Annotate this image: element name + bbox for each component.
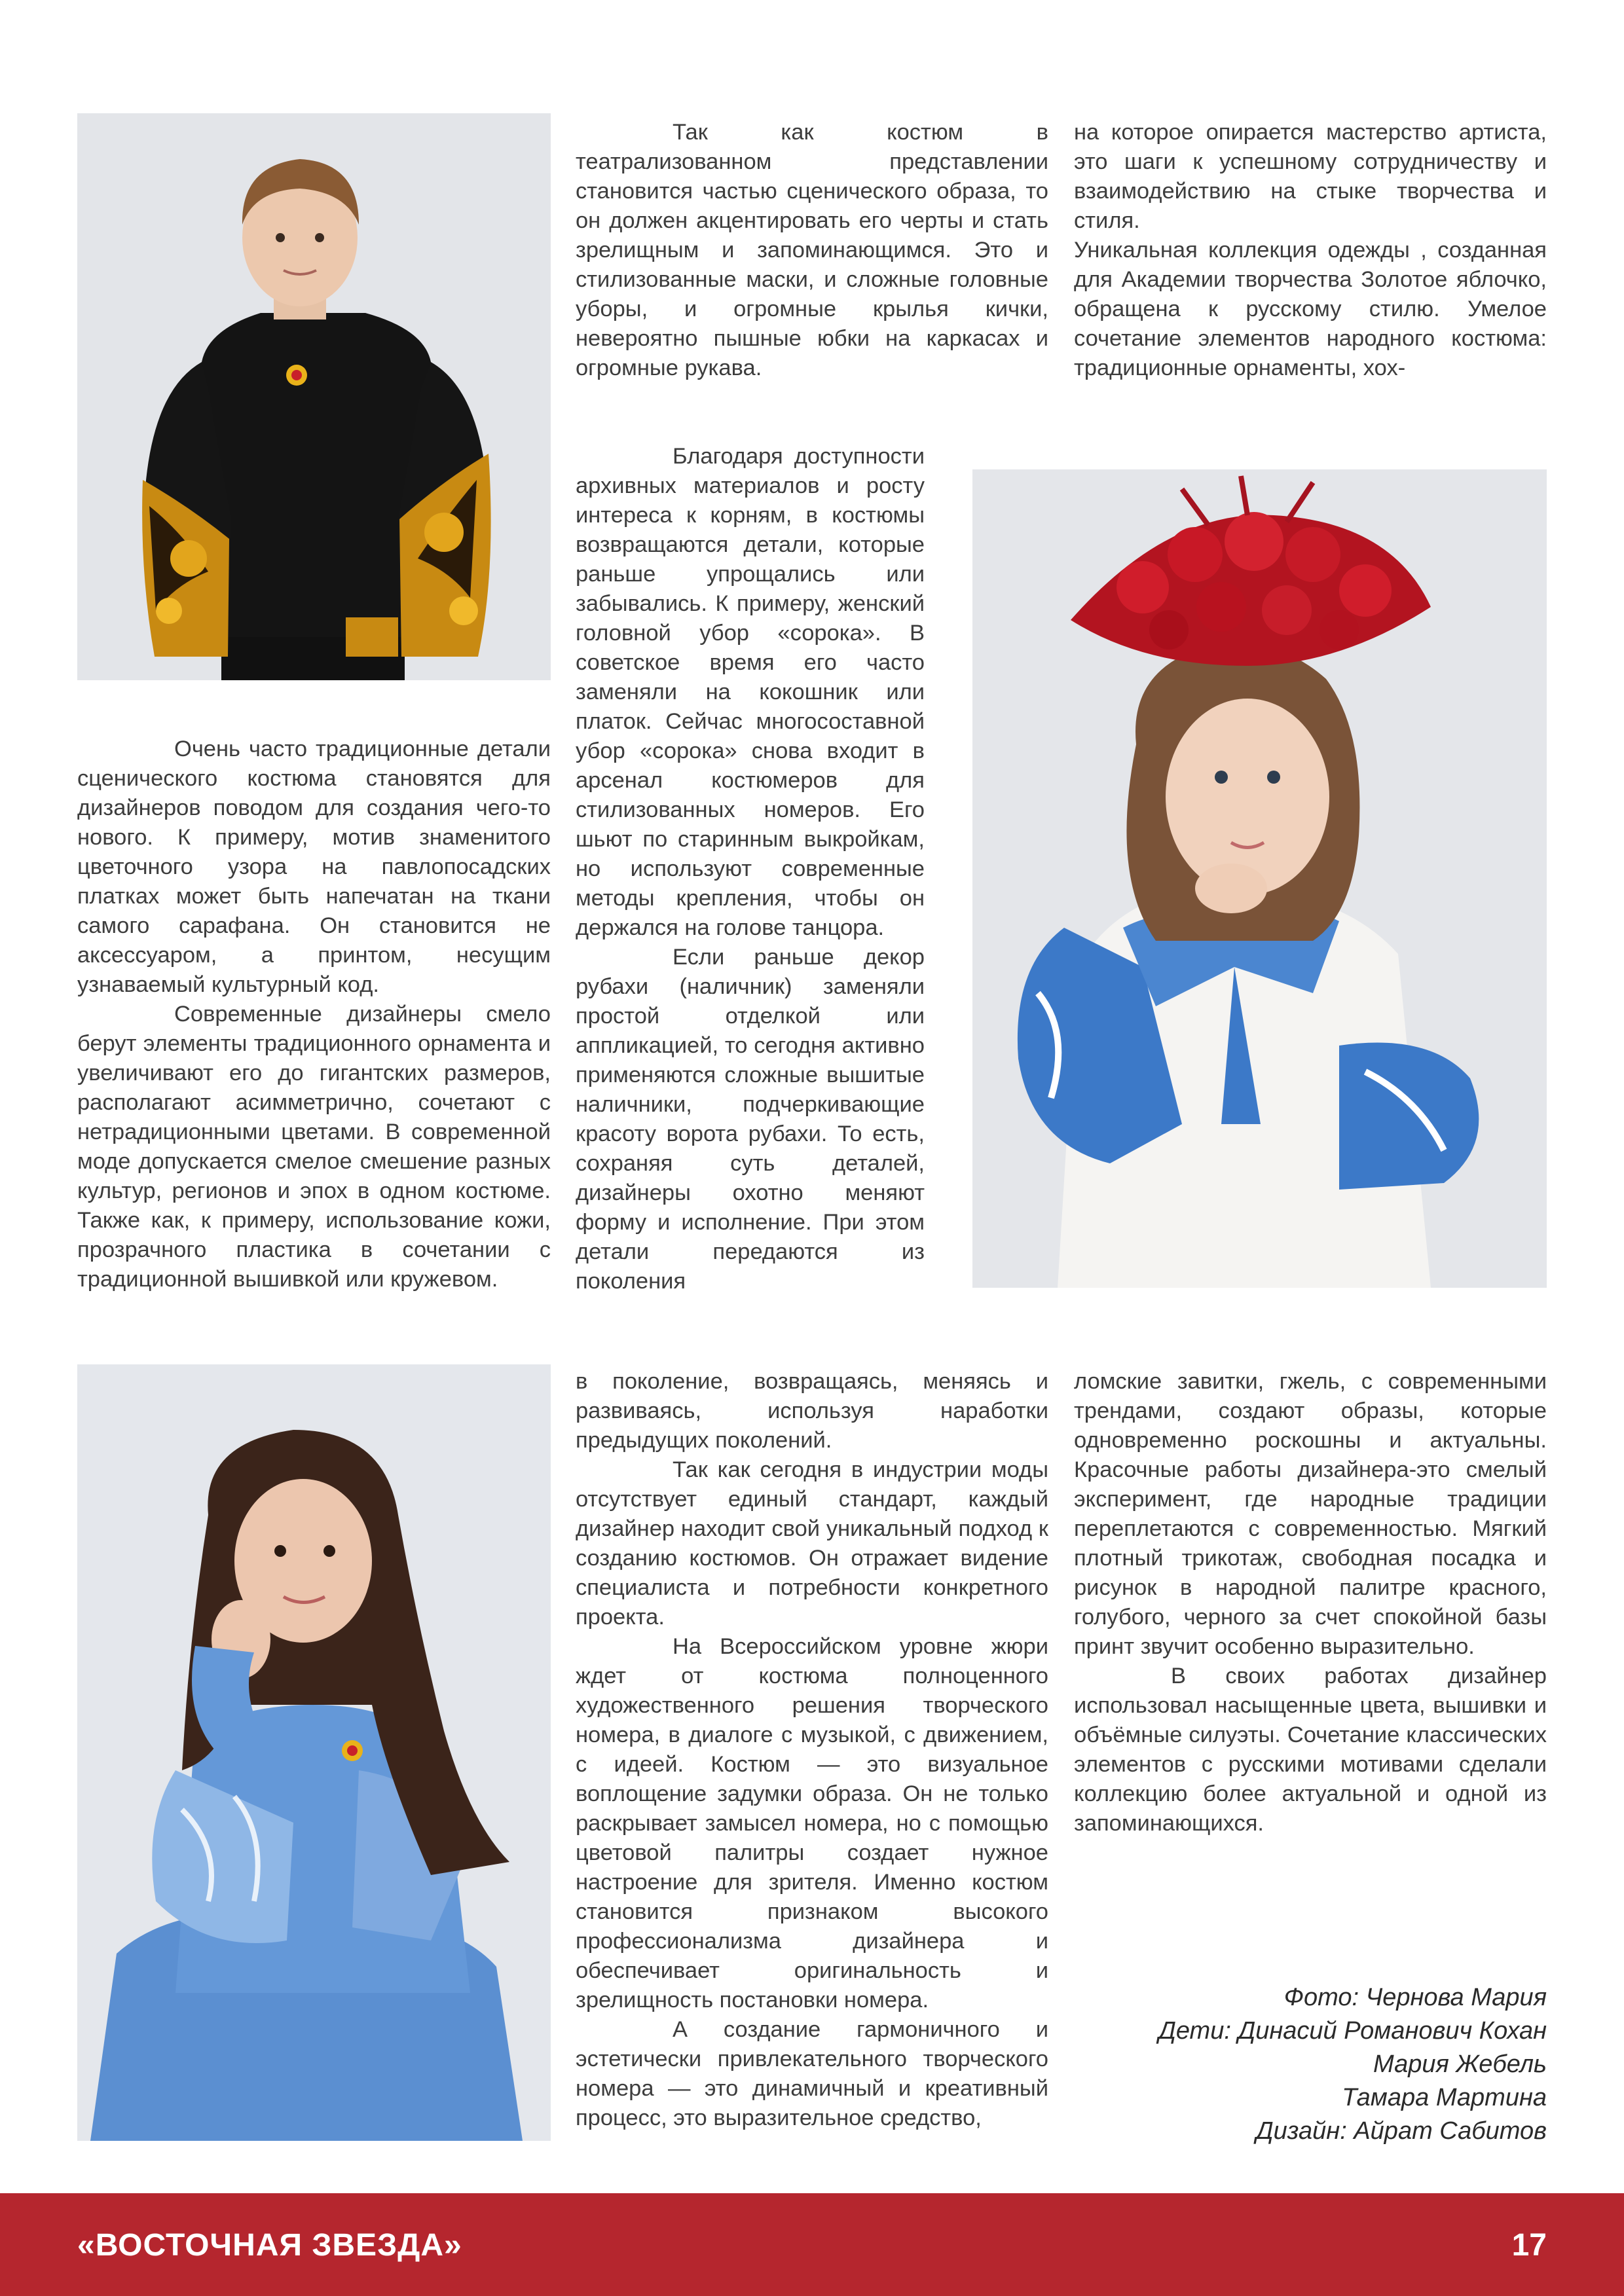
credit-kids: Дети: Динасий Романович Кохан bbox=[1158, 2017, 1547, 2045]
paragraph: На Всероссийском уровне жюри ждет от костюма полноценного художественного решения творческого номера, в диалоге с музыкой, с движением, с идеей. Костюм — это визуальное воплощение задумки образа. Он не только раскрывает замысел номера, но с помощью цветовой палитры создает нужное настроение для зрителя. Именно костюм становится признаком высокого профессионализма дизайнера и обеспечивает оригинальность и зрелищность постановки номера. bbox=[576, 1634, 1048, 2013]
paragraph: Так как костюм в театрализованном представлении становится частью сценического образа, то он должен акцентировать его черты и стать зрелищным и запоминающимся. Это и стилизованные маски, и сложные головные уборы, и огромные крылья кички, невероятно пышные юбки на каркасах и огромные рукава. bbox=[576, 120, 1048, 380]
paragraph: Так как сегодня в индустрии моды отсутствует единый стандарт, каждый дизайнер находит свой уникальный подход к созданию костюмов. Он отражает видение специалиста и потребности конкретного проекта. bbox=[576, 1457, 1048, 1630]
paragraph: Уникальная коллекция одежды , созданная для Академии творчества Золотое яблочко, обращена к русскому стилю. Умелое сочетание элементов народного костюма: традиционные орнаменты, хох- bbox=[1074, 238, 1547, 380]
paragraph: Если раньше декор рубахи (наличник) заменяли простой отделкой или аппликацией, то сегодня активно применяются сложные вышитые наличники, подчеркивающие красоту ворота рубахи. То есть, сохраняя суть деталей, дизайнеры охотно меняют форму и исполнение. При этом детали передаются из поколения bbox=[576, 945, 925, 1294]
photo-boy-khokhloma bbox=[77, 113, 551, 680]
column-top-middle bbox=[576, 118, 1048, 383]
column-top-right bbox=[1074, 118, 1547, 383]
paragraph: ломские завитки, гжель, с современными трендами, создают образы, которые одновременно роскошны и актуальны. Красочные работы дизайнера-это смелый эксперимент, где народные традиции переплетаются с современностью. Мягкий плотный трикотаж, свободная посадка и рисунок в народной палитре красного, голубого, черного за счет спокойной базы принт звучит особенно выразительно. bbox=[1074, 1369, 1547, 1659]
paragraph: на которое опирается мастерство артиста, это шаги к успешному сотрудничеству и взаимодействию на стыке творчества и стиля. bbox=[1074, 120, 1547, 233]
credit-kid: Мария Жебель bbox=[1373, 2050, 1547, 2078]
photo-girl-blue-tracksuit bbox=[77, 1364, 551, 2141]
column-bottom-middle bbox=[576, 1367, 1048, 2133]
credit-kid: Тамара Мартина bbox=[1342, 2084, 1547, 2111]
paragraph: В своих работах дизайнер использовал насыщенные цвета, вышивки и объёмные силуэты. Сочетание классических элементов с русскими мотивами сделали коллекцию более актуальной и одной из запоминающихся. bbox=[1074, 1664, 1547, 1836]
column-middle-left bbox=[77, 735, 551, 1294]
photo-girl-red-headdress bbox=[972, 469, 1547, 1288]
credit-photo: Фото: Чернова Мария bbox=[1283, 1984, 1547, 2011]
paragraph: А создание гармоничного и эстетически привлекательного творческого номера — это динамичный и креативный процесс, это выразительное средство, bbox=[576, 2017, 1048, 2130]
paragraph: Очень часто традиционные детали сценического костюма становятся для дизайнеров поводом для создания чего-то нового. К примеру, мотив знаменитого цветочного узора на павлопосадских платках может быть напечатан на ткани самого сарафана. Он становится не аксессуаром, а принтом, несущим узнаваемый культурный код. bbox=[77, 737, 551, 997]
paragraph: Современные дизайнеры смело берут элементы традиционного орнамента и увеличивают его до гигантских размеров, располагают асимметрично, сочетают с нетрадиционными цветами. В современной моде допускается смелое смешение разных культур, регионов и эпох в одном костюме. Также как, к примеру, использование кожи, прозрачного пластика в сочетании с традиционной вышивкой или кружевом. bbox=[77, 1002, 551, 1292]
column-bottom-right bbox=[1074, 1367, 1547, 1838]
photo-credits bbox=[1061, 1981, 1547, 2148]
page-number: 17 bbox=[1511, 2228, 1547, 2263]
paragraph: в поколение, возвращаясь, меняясь и развиваясь, используя наработки предыдущих поколений. bbox=[576, 1369, 1048, 1453]
page-footer bbox=[0, 2193, 1624, 2296]
paragraph: Благодаря доступности архивных материалов и росту интереса к корням, в костюмы возвращаются детали, которые раньше упрощались или забывались. К примеру, женский головной убор «сорока». В советское время его часто заменяли на кокошник или платок. Сейчас многосоставной убор «сорока» снова входит в арсенал костюмеров для стилизованных номеров. Его шьют по старинным выкройкам, но используют современные методы крепления, чтобы он держался на голове танцора. bbox=[576, 444, 925, 940]
magazine-title: «ВОСТОЧНАЯ ЗВЕЗДА» bbox=[77, 2228, 462, 2263]
column-middle-center bbox=[576, 442, 925, 1296]
credit-design: Дизайн: Айрат Сабитов bbox=[1255, 2117, 1547, 2145]
